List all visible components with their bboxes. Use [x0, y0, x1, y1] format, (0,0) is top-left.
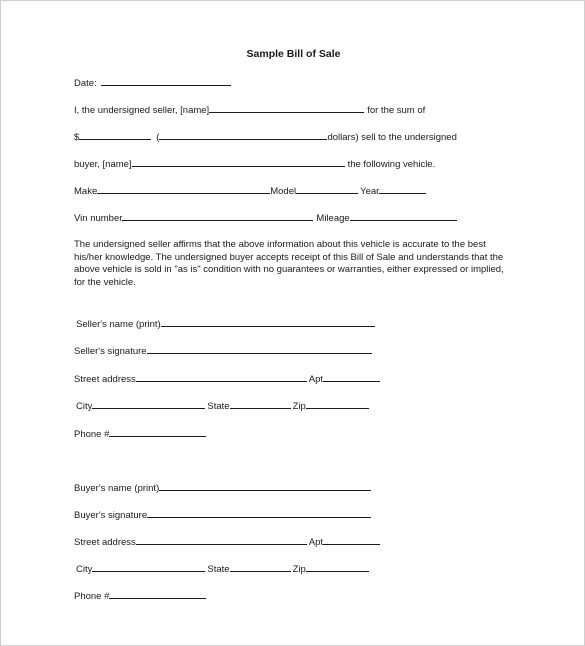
- make-label: Make: [74, 186, 98, 197]
- paragraph-line: The undersigned seller affirms that the above information about this vehicle is accurate to the best: [74, 239, 486, 250]
- buyer-city-field[interactable]: [92, 562, 205, 572]
- paragraph-line: above vehicle is sold in "as is" condition with no guarantees or warranties, either expressed or implied,: [74, 264, 504, 275]
- seller-name-field[interactable]: [161, 317, 375, 327]
- seller-street-field[interactable]: [136, 372, 307, 382]
- vin-label: Vin number: [74, 213, 123, 224]
- buyer-statement-line: [74, 157, 435, 171]
- mileage-label: Mileage: [316, 213, 350, 224]
- paragraph-line: for the vehicle.: [74, 276, 136, 288]
- seller-signature-field[interactable]: [147, 344, 372, 354]
- amount-number-field[interactable]: [79, 130, 151, 140]
- buyer-zip-label: Zip: [292, 564, 306, 575]
- seller-name-label: Seller's name (print): [76, 319, 161, 330]
- seller-phone-label: Phone #: [74, 429, 110, 440]
- buyer-name-field[interactable]: [159, 481, 371, 491]
- buyer-name-label: Buyer's name (print): [74, 483, 160, 494]
- buyer-zip-field[interactable]: [306, 562, 369, 572]
- affirmation-paragraph: [74, 239, 519, 289]
- seller-zip-field[interactable]: [306, 399, 369, 409]
- make-field[interactable]: [97, 184, 270, 194]
- buyer-statement-label: buyer, [name]: [74, 159, 132, 170]
- seller-phone-line: [74, 427, 206, 441]
- seller-signature-line: [74, 344, 372, 358]
- paragraph-line: his/her knowledge. The undersigned buyer accepts receipt of this Bill of Sale and understands that the: [74, 251, 504, 263]
- seller-signature-label: Seller's signature: [74, 346, 147, 357]
- model-field[interactable]: [296, 184, 358, 194]
- amount-words-field[interactable]: [159, 130, 327, 140]
- buyer-state-field[interactable]: [230, 562, 291, 572]
- open-paren: (: [156, 132, 160, 143]
- amount-line: [74, 130, 457, 144]
- seller-statement-name-field[interactable]: [209, 103, 364, 113]
- vin-field[interactable]: [122, 211, 313, 221]
- seller-phone-field[interactable]: [109, 427, 206, 437]
- dollars-label: dollars) sell to the undersigned: [327, 132, 457, 143]
- seller-zip-label: Zip: [292, 401, 306, 412]
- buyer-phone-field[interactable]: [109, 589, 206, 599]
- seller-apt-label: Apt: [308, 374, 324, 385]
- year-label: Year: [360, 186, 380, 197]
- buyer-signature-field[interactable]: [147, 508, 371, 518]
- seller-statement-line: [74, 103, 425, 117]
- buyer-street-label: Street address: [74, 537, 136, 548]
- buyer-signature-line: [74, 508, 371, 522]
- buyer-street-field[interactable]: [136, 535, 307, 545]
- seller-city-label: City: [76, 401, 93, 412]
- year-field[interactable]: [379, 184, 426, 194]
- seller-city-line: [76, 399, 369, 413]
- date-label: Date:: [74, 78, 97, 89]
- seller-street-label: Street address: [74, 374, 136, 385]
- buyer-address-line: [74, 535, 380, 549]
- seller-apt-field[interactable]: [323, 372, 380, 382]
- buyer-city-line: [76, 562, 369, 576]
- buyer-statement-name-field[interactable]: [132, 157, 345, 167]
- buyer-phone-label: Phone #: [74, 591, 110, 602]
- vehicle-make-line: [74, 184, 426, 198]
- document-title: Sample Bill of Sale: [246, 48, 341, 60]
- buyer-signature-label: Buyer's signature: [74, 510, 148, 521]
- buyer-city-label: City: [76, 564, 93, 575]
- buyer-state-label: State: [207, 564, 230, 575]
- vin-line: [74, 211, 457, 225]
- seller-address-line: [74, 372, 380, 386]
- seller-name-line: [76, 317, 375, 331]
- seller-state-label: State: [207, 401, 230, 412]
- buyer-apt-field[interactable]: [323, 535, 380, 545]
- following-vehicle-label: the following vehicle.: [347, 159, 436, 170]
- seller-statement-label: I, the undersigned seller, [name]: [74, 105, 210, 116]
- date-field[interactable]: [101, 76, 231, 86]
- buyer-name-line: [74, 481, 371, 495]
- sum-label: for the sum of: [367, 105, 426, 116]
- seller-city-field[interactable]: [92, 399, 205, 409]
- dollar-sign: $: [74, 132, 80, 143]
- date-line: [74, 76, 231, 90]
- seller-state-field[interactable]: [230, 399, 291, 409]
- model-label: Model: [270, 186, 297, 197]
- mileage-field[interactable]: [350, 211, 457, 221]
- buyer-phone-line: [74, 589, 206, 603]
- buyer-apt-label: Apt: [308, 537, 324, 548]
